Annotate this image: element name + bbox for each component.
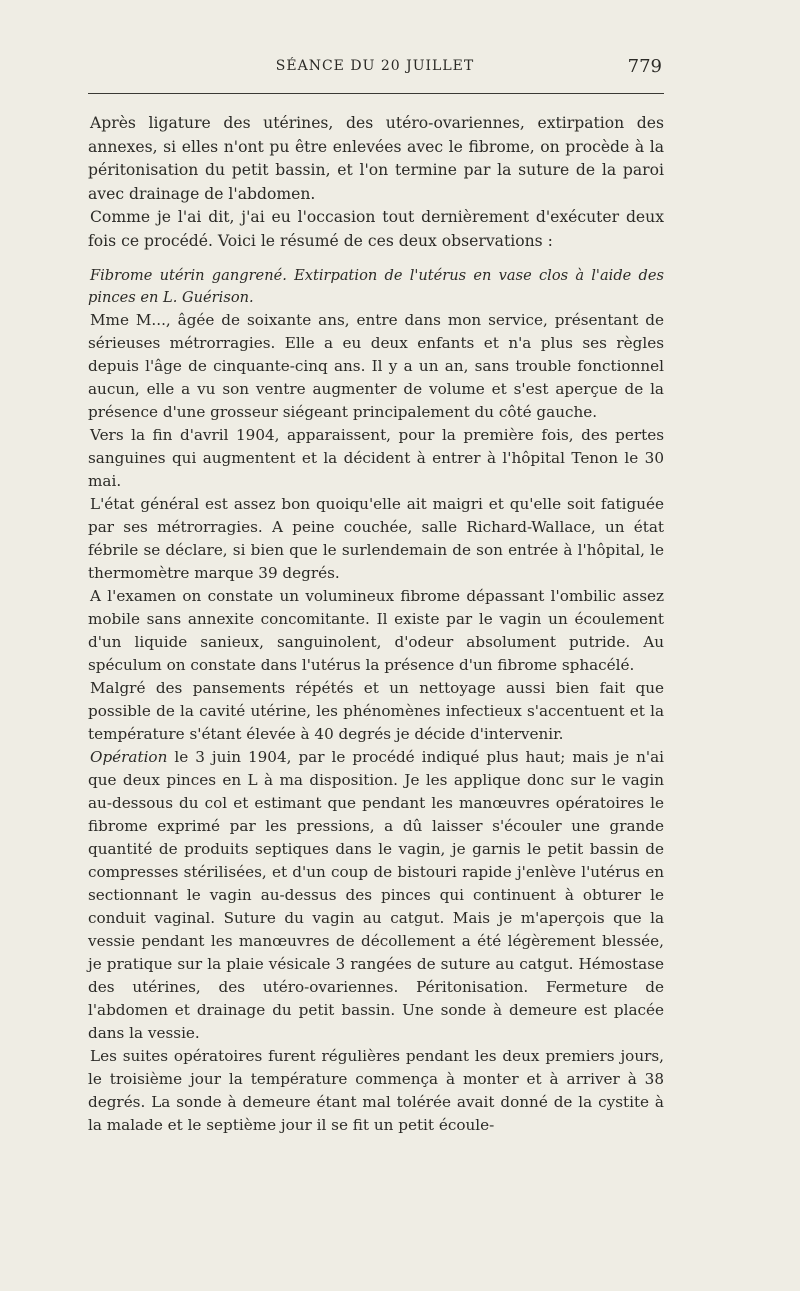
- operation-lead: Opération: [90, 748, 168, 766]
- paragraph-ligature: Après ligature des utérines, des utéro-ovariennes, extirpation des annexes, si elles n'ont pu être enlevées avec le fibrome, on procède à la péritonisation du petit bassin, et l'on termine par la suture de la paroi avec drainage de l'abdomen.: [88, 114, 664, 203]
- paragraph-pansements: Malgré des pansements répétés et un nettoyage aussi bien fait que possible de la cavité utérine, les phénomènes infectieux s'accentuent et la température s'étant élevée à 40 degrés je décide d'intervenir.: [88, 679, 664, 743]
- paragraph-pertes: Vers la fin d'avril 1904, apparaissent, pour la première fois, des pertes sanguines qui augmentent et la décident à entrer à l'hôpital Tenon le 30 mai.: [88, 426, 664, 490]
- page-number: 779: [627, 56, 662, 77]
- page-header: [88, 58, 662, 82]
- paragraph-suites: Les suites opératoires furent régulières pendant les deux premiers jours, le troisième jour la température commença à monter et à arriver à 38 degrés. La sonde à demeure étant mal tolérée avait donné de la cystite à la malade et le septième jour il se fit un petit écoule-: [88, 1047, 664, 1134]
- operation-text: le 3 juin 1904, par le procédé indiqué plus haut; mais je n'ai que deux pinces en L à ma disposition. Je les applique donc sur le vagin au-dessous du col et estimant que pendant les manœuvres opératoires le fibrome exprimé par les pressions, a dû laisser s'écouler une grande quantité de produits septiques dans le vagin, je garnis le petit bassin de compresses stérilisées, et d'un coup de bistouri rapide j'enlève l'utérus en sectionnant le vagin au-dessus des pinces qui continuent à obturer le conduit vaginal. Suture du vagin au catgut. Mais je m'aperçois que la vessie pendant les manœuvres de décollement a été légèrement blessée, je pratique sur la plaie vésicale 3 rangées de suture au catgut. Hémostase des utérines, des utéro-ovariennes. Péritonisation. Fermeture de l'abdomen et drainage du petit bassin. Une sonde à demeure est placée dans la vessie.: [88, 748, 664, 1042]
- paragraph-examen: A l'examen on constate un volumineux fibrome dépassant l'ombilic assez mobile sans annexite concomitante. Il existe par le vagin un écoulement d'un liquide sanieux, sanguinolent, d'odeur absolument putride. Au spéculum on constate dans l'utérus la présence d'un fibrome sphacélé.: [88, 587, 664, 674]
- running-title: SÉANCE DU 20 JUILLET: [275, 58, 475, 74]
- paragraph-etat-general: L'état général est assez bon quoiqu'elle ait maigri et qu'elle soit fatiguée par ses métrorragies. A peine couchée, salle Richard-Wallace, un état fébrile se déclare, si bien que le surlendemain de son entrée à l'hôpital, le thermomètre marque 39 degrés.: [88, 495, 664, 582]
- paragraph-procede: Comme je l'ai dit, j'ai eu l'occasion tout dernièrement d'exécuter deux fois ce procédé. Voici le résumé de ces deux observations :: [88, 208, 664, 250]
- body-text: [88, 112, 664, 1137]
- header-rule: [88, 93, 664, 94]
- observation-title: Fibrome utérin gangrené. Extirpation de l'utérus en vase clos à l'aide des pinces en L. Guérison.: [88, 267, 664, 306]
- paragraph-operation: [88, 746, 664, 1045]
- paragraph-patient: Mme M..., âgée de soixante ans, entre dans mon service, présentant de sérieuses métrorragies. Elle a eu deux enfants et n'a plus ses règles depuis l'âge de cinquante-cinq ans. Il y a un an, sans trouble fonctionnel aucun, elle a vu son ventre augmenter de volume et s'est aperçue de la présence d'une grosseur siégeant principalement du côté gauche.: [88, 311, 664, 421]
